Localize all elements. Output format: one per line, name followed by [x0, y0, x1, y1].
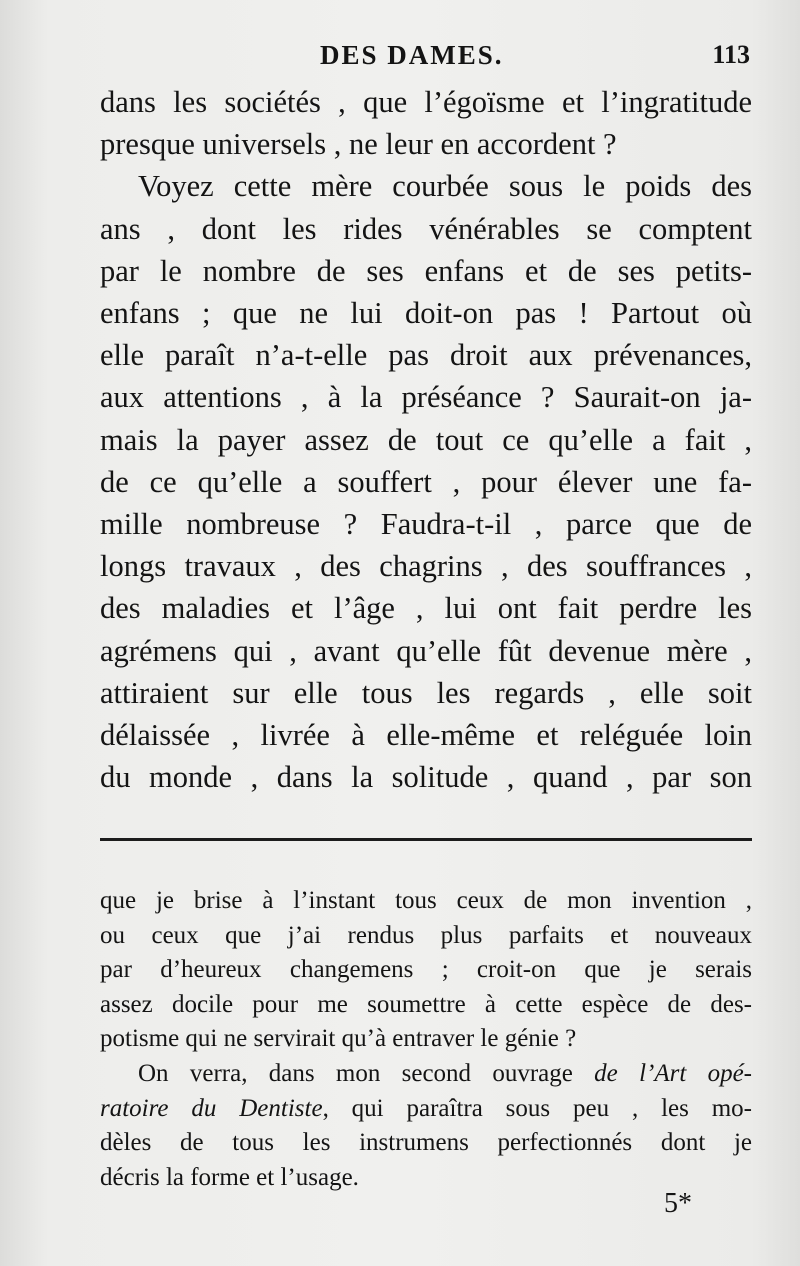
footnote-line: ou ceux que j’ai rendus plus parfaits et nouveaux	[100, 921, 752, 949]
text-line: des maladies et l’âge , lui ont fait perdre les	[100, 591, 752, 626]
text-line: ans , dont les rides vénérables se comptent	[100, 211, 752, 246]
footnote-paragraph	[100, 1057, 752, 1195]
paragraph	[100, 81, 752, 165]
paragraph	[100, 165, 752, 798]
footnote-line: dèles de tous les instrumens perfectionnés dont je	[100, 1129, 752, 1157]
text-line: presque universels , ne leur en accordent ?	[100, 127, 617, 162]
footnote-line: assez docile pour me soumettre à cette espèce de des-	[100, 990, 752, 1018]
main-text	[100, 81, 752, 798]
footnote-paragraph	[100, 884, 752, 1057]
text-line: Voyez cette mère courbée sous le poids des	[138, 169, 752, 204]
text-line: attiraient sur elle tous les regards , elle soit	[100, 675, 752, 710]
page-number: 113	[712, 40, 750, 69]
footnote-line: décris la forme et l’usage.	[100, 1163, 359, 1191]
footnote-text: On verra, dans mon second ouvrage	[138, 1059, 595, 1087]
book-title-italic: de l’Art opé-	[594, 1059, 753, 1087]
footnote-line: par d’heureux changemens ; croit-on que je serais	[100, 956, 752, 984]
footnote-line: que je brise à l’instant tous ceux de mon invention ,	[100, 887, 752, 914]
text-line: de ce qu’elle a souffert , pour élever une fa-	[100, 464, 752, 499]
running-head: DES DAMES.	[320, 40, 504, 70]
footnote-line	[100, 1057, 752, 1092]
page-header	[100, 40, 750, 80]
text-line: dans les sociétés , que l’égoïsme et l’ingratitude	[100, 85, 752, 119]
footnote-text: , qui paraîtra sous peu , les mo-	[322, 1094, 752, 1122]
text-line: elle paraît n’a-t-elle pas droit aux prévenances,	[100, 338, 752, 373]
text-line: longs travaux , des chagrins , des souffrances ,	[100, 549, 752, 584]
footnote-rule	[100, 838, 752, 841]
text-line: mille nombreuse ? Faudra-t-il , parce que de	[100, 507, 752, 542]
footnote-line	[100, 1092, 752, 1127]
text-line: par le nombre de ses enfans et de ses petits-	[100, 253, 752, 288]
printer-signature-mark: 5*	[664, 1188, 692, 1219]
footnote-line: potisme qui ne servirait qu’à entraver le génie ?	[100, 1025, 577, 1053]
text-line: mais la payer assez de tout ce qu’elle a fait ,	[100, 422, 752, 457]
footnote	[100, 884, 752, 1195]
text-line: enfans ; que ne lui doit-on pas ! Partout où	[100, 296, 752, 331]
text-line: agrémens qui , avant qu’elle fût devenue mère ,	[100, 633, 752, 668]
text-line: du monde , dans la solitude , quand , par son	[100, 760, 752, 795]
text-line: délaissée , livrée à elle-même et reléguée loin	[100, 718, 752, 753]
book-title-italic: ratoire du Dentiste	[100, 1094, 323, 1122]
text-line: aux attentions , à la préséance ? Saurait-on ja-	[100, 380, 752, 415]
